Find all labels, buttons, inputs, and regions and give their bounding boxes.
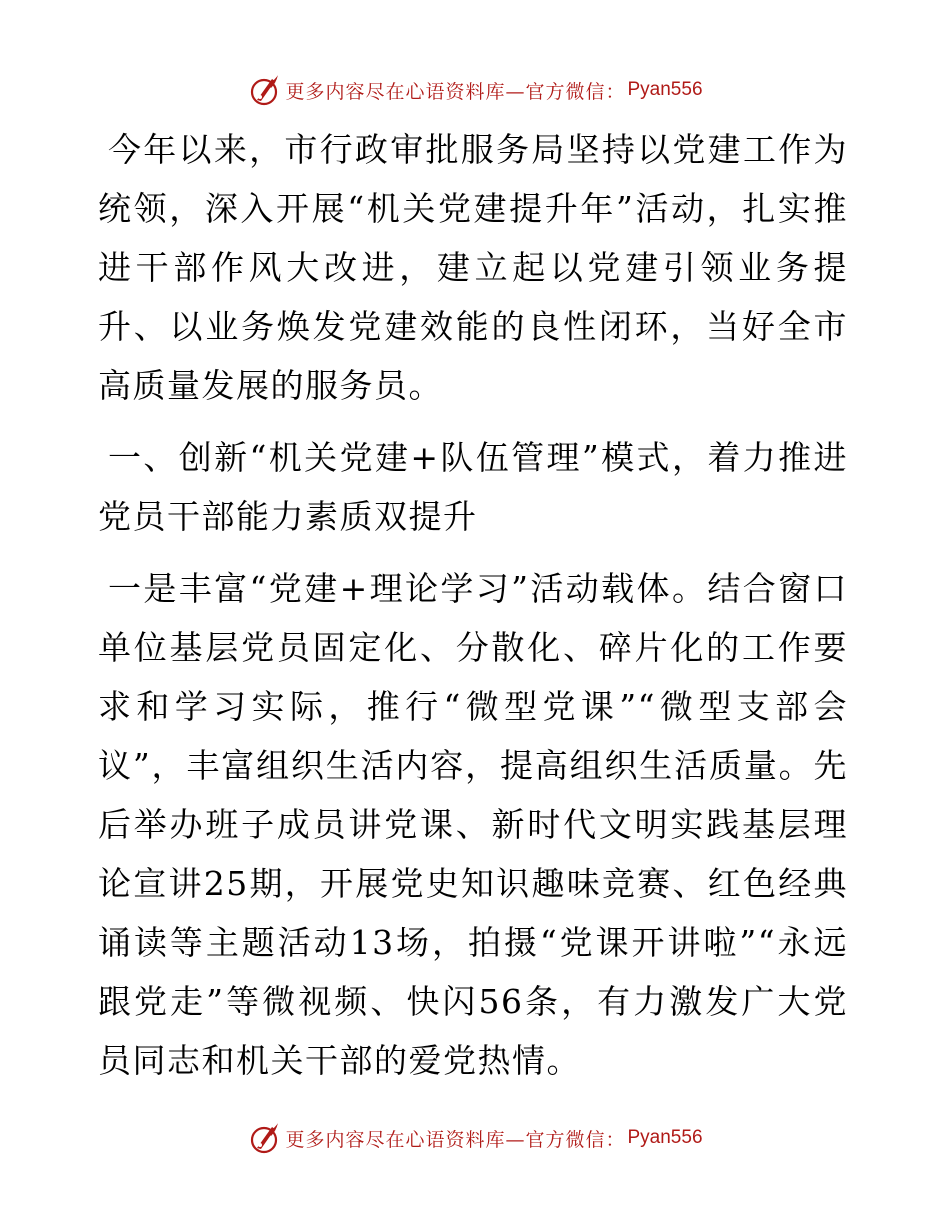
point-one-paragraph: 一是丰富“党建+理论学习”活动载体。结合窗口单位基层党员固定化、分散化、碎片化的工作要求和学习实际，推行“微型党课”“微型支部会议”，丰富组织生活内容，提高组织生活质量。先后举办班子成员讲党课、新时代文明实践基层理论宣讲25期，开展党史知识趣味竞赛、红色经典诵读等主题活动13场，拍摄“党课开讲啦”“永远跟党走”等微视频、快闪56条，有力激发广大党员同志和机关干部的爱党热情。 (98, 569, 848, 1080)
header-banner-text: 更多内容尽在心语资料库—官方微信： (285, 80, 626, 103)
footer-banner-account: Pyan556 (627, 1127, 703, 1148)
footer-banner (0, 1118, 950, 1158)
header-banner-account: Pyan556 (627, 79, 703, 100)
header-banner (0, 70, 950, 110)
quill-pen-logo-icon (247, 73, 281, 107)
intro-paragraph: 今年以来，市行政审批服务局坚持以党建工作为统领，深入开展“机关党建提升年”活动，扎实推进干部作风大改进，建立起以党建引领业务提升、以业务焕发党建效能的良性闭环，当好全市高质量发展的服务员。 (98, 130, 848, 405)
section-heading: 一、创新“机关党建+队伍管理”模式，着力推进党员干部能力素质双提升 (98, 438, 848, 536)
footer-banner-text: 更多内容尽在心语资料库—官方微信： (285, 1128, 626, 1151)
document-body (98, 120, 848, 1090)
quill-pen-logo-icon (247, 1121, 281, 1155)
